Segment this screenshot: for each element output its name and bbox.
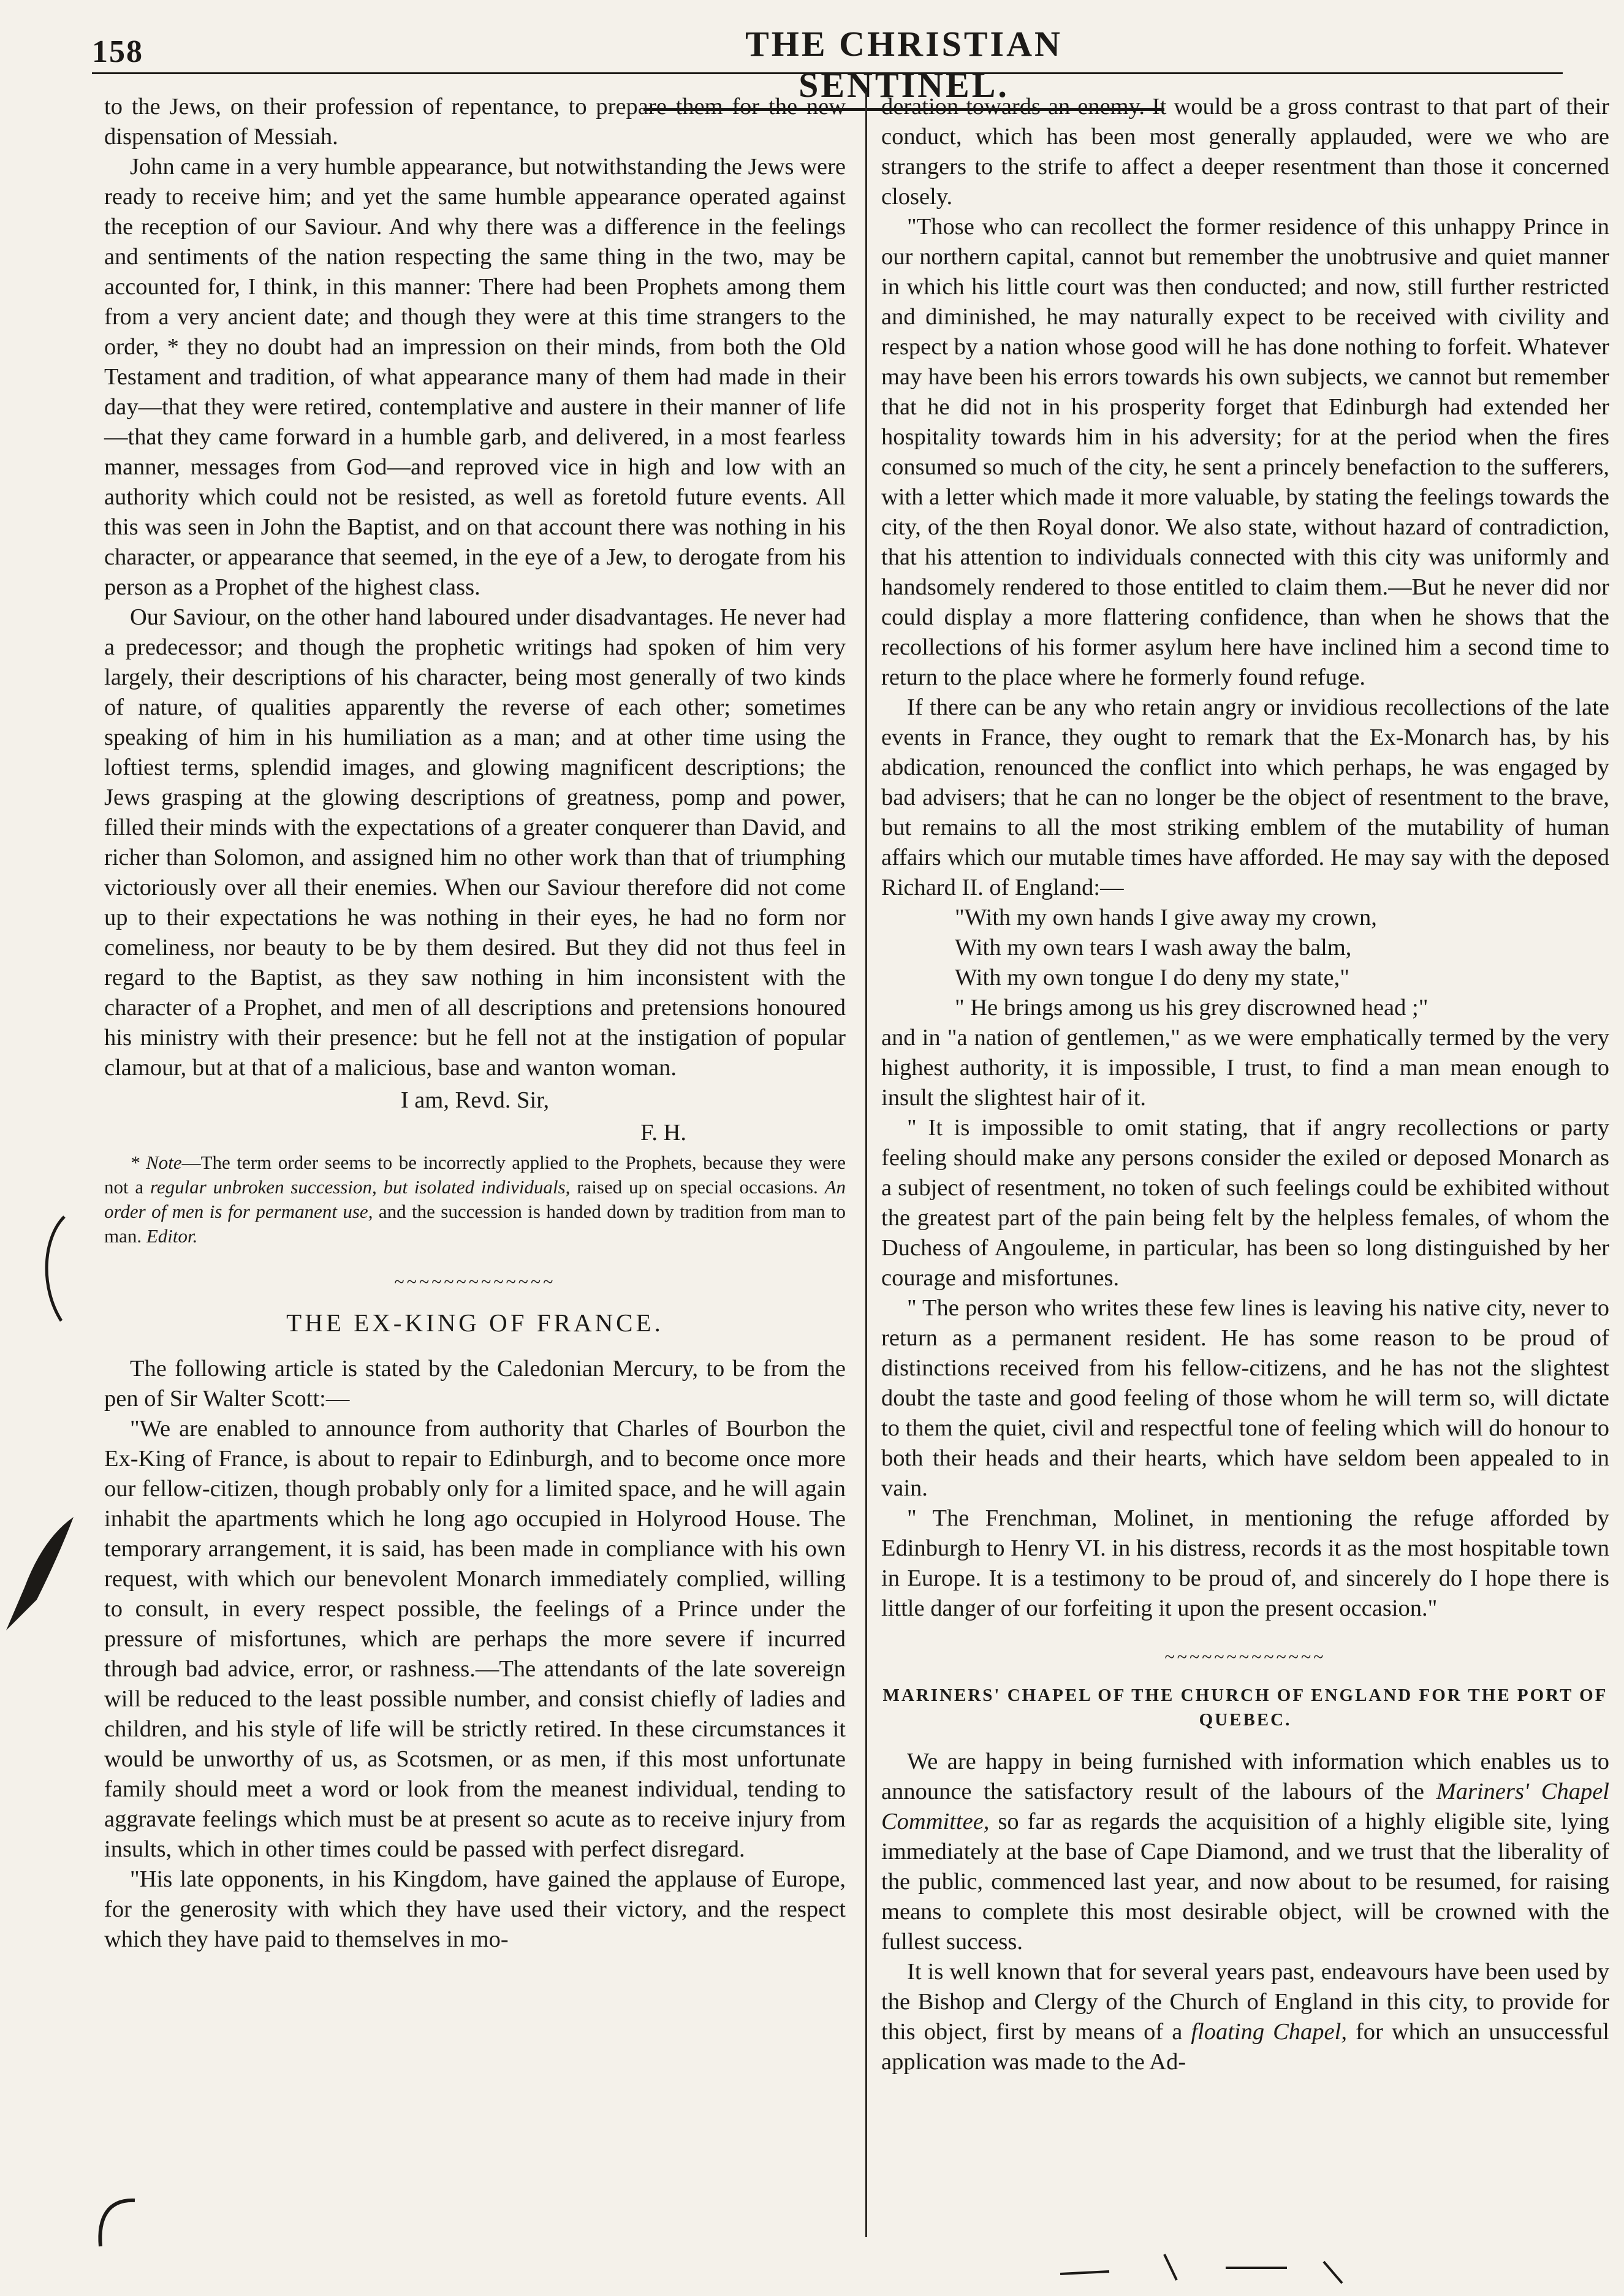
verse-line: With my own tears I wash away the balm, (955, 935, 1352, 960)
note-label: * Note (130, 1152, 182, 1173)
left-paragraph: Our Saviour, on the other hand laboured under disadvantages. He never had a predecessor; and though the prophetic writings had spoken of him very largely, their descriptions of his character, being most generally of two kinds of nature, of qualities apparently the reverse of each other; sometimes speaking of him in his humiliation as a man; and at other time using the loftiest terms, splendid images, and glowing magnificent descriptions; the Jews grasping at the glowing descriptions of greatness, pomp and power, filled their minds with the expectations of a greater conquerer than David, and richer than Solomon, and assigned him no other work than that of triumphing victoriously over all their enemies. When our Saviour therefore did not come up to their expectations he was nothing in their eyes, he had no form nor comeliness, nor beauty to be by them desired. But they did not thus feel in regard to the Baptist, as they saw nothing in him inconsistent with the character of a Prophet, and men of all descriptions and pretensions honoured his ministry with their presence: but he fell not at the instigation of popular clamour, but at that of a malicious, base and wanton woman. (104, 604, 846, 1081)
paragraph-text: so far as regards the acquisition of a highly eligible site, lying immediately at the base of Cape Diamond, and we trust that the liberality of the public, commenced last year, and now about to be resumed, for raising means to complete this most desirable object, will be crowned with the fullest success. (881, 1809, 1609, 1955)
right-paragraph: " The person who writes these few lines is leaving his native city, never to return as a permanent resident. He has some reason to be proud of distinctions received from his fellow-citizens, and he has not the slightest doubt the taste and good feeling of those whom he will term so, will dictate to them the quiet, civil and respectful tone of feeling which will do honour to both their heads and their hearts, which have seldom been appealed to in vain. (881, 1295, 1609, 1501)
column-rule (865, 92, 867, 2237)
right-paragraph: " It is impossible to omit stating, that if angry recollections or party feeling should make any persons consider the exiled or deposed Monarch as a subject of resentment, no token of such feelings could be exhibited without the greatest part of the pain being felt by the helpless females, of whom the Duchess of Angouleme, in particular, has been so long distinguished by her courage and misfortunes. (881, 1115, 1609, 1291)
right-paragraph: "Those who can recollect the former residence of this unhappy Prince in our northern capital, cannot but remember the unobtrusive and quiet manner in which his little court was then conducted; and now, still further restricted and diminished, he may naturally expect to be received with civility and respect by a nation whose good will he has done nothing to forfeit. Whatever may have been his errors towards his own subjects, we cannot but remember that he did not in his prosperity forget that Edinburgh had extended her hospitality towards him in his adversity; for at the period when the fires consumed so much of the city, he sent a princely benefaction to the sufferers, with a letter which made it more valuable, by stating the feelings towards the city, of the then Royal donor. We also state, without hazard of contradiction, that his attention to individuals connected with this city was uniformly and handsomely rendered to those entitled to claim them.—But he never did nor could display a more flattering confidence, than when he shows that the recollections of his former asylum here have inclined him a second time to return to the place where he formerly found refuge. (881, 214, 1609, 690)
left-paragraph: "We are enabled to announce from authority that Charles of Bourbon the Ex-King of France, is about to repair to Edinburgh, and to become once more our fellow-citizen, though probably only for a limited space, and he will again inhabit the apartments which he long ago occupied in Holyrood House. The temporary arrangement, it is said, has been made in compliance with his own request, with which our benevolent Monarch immediately complied, willing to consult, in every respect possible, the feelings of a Prince under the pressure of misfortunes, which are perhaps the more severe if incurred through bad advice, error, or rashness.—The attendants of the late sovereign will be reduced to the least possible number, and consist chiefly of ladies and children, and his style of life will be strictly retired. In these circumstances it would be unworthy of us, as Scotsmen, or as men, if this most unfortunate family should meet a word or look from the meanest individual, tending to aggravate feelings which must be at present so acute as to receive injury from insults, which in other times could be passed with perfect disregard. (104, 1416, 846, 1862)
right-paragraph: deration towards an enemy. It would be a gross contrast to that part of their conduct, which has been most generally applauded, were we who are strangers to the strife to affect a deeper resentment than those it concerned closely. (881, 94, 1609, 210)
paragraph-text-italic: floating Chapel, (1191, 2019, 1347, 2045)
paragraph-text: We are happy in being furnished with information which enables us to announce the satisfactory result of the labours of the (881, 1749, 1609, 1804)
right-paragraph (881, 1747, 1609, 1957)
page-number: 158 (92, 34, 143, 69)
margin-bracket-mark (34, 1214, 70, 1324)
paragraph-text-italic: Mariners' Chapel Committee, (881, 1779, 1609, 1834)
note-text: and the succession is handed down by tradition from man to man. (104, 1201, 846, 1247)
letter-signature: F. H. (640, 1120, 686, 1146)
note-text: raised up on special occasions. (570, 1176, 825, 1198)
left-column (104, 92, 846, 1955)
bottom-scribble-mark (1054, 2249, 1373, 2286)
left-paragraph: to the Jews, on their profession of repentance, to prepare them for the new dispensation of Messiah. (104, 94, 846, 150)
pen-nib-mark (0, 1514, 80, 1636)
right-paragraph: " The Frenchman, Molinet, in mentioning the refuge afforded by Edinburgh to Henry VI. in his distress, records it as the most hospitable town in Europe. It is a testimony to be proud of, and sincerely do I hope there is little danger of our forfeiting it upon the present occasion." (881, 1505, 1609, 1621)
note-text: —The term order seems to be incorrectly applied to the Prophets, because they were not a (104, 1152, 846, 1198)
left-paragraph: John came in a very humble appearance, but notwithstanding the Jews were ready to receive him; and yet the same humble appearance operated against the reception of our Saviour. And why there was a difference in the feelings and sentiments of the nation respecting the same thing in the two, may be accounted for, I think, in this manner: There had been Prophets among them from a very ancient date; and though they were at this time strangers to the order, * they no doubt had an impression on their minds, from both the Old Testament and tradition, of what appearance many of them had made in their day—that they were retired, contemplative and austere in their manner of life—that they came forward in a humble garb, and delivered, in a most fearless manner, messages from God—and reproved vice in high and low with an authority which could not be resisted, as well as foretold future events. All this was seen in John the Baptist, and on that account there was nothing in his character, or appearance that seemed, in the eye of a Jew, to derogate from his person as a Prophet of the highest class. (104, 154, 846, 600)
editor-note (104, 1150, 846, 1249)
verse-line: With my own tongue I do deny my state," (955, 965, 1349, 990)
note-text-italic: An order of men is for permanent use, (104, 1176, 846, 1222)
right-paragraph (881, 1957, 1609, 2077)
running-head-title: THE CHRISTIAN SENTINEL. (643, 23, 1164, 111)
paragraph-text: It is well known that for several years past, endeavours have been used by the Bishop and Clergy of the Church of England in this city, to provide for this object, first by means of a (881, 1959, 1609, 2045)
left-paragraph: The following article is stated by the Caledonian Mercury, to be from the pen of Sir Walter Scott:— (104, 1356, 846, 1412)
corner-hook-mark (92, 2194, 141, 2249)
note-text-italic: regular unbroken succession, but isolated individuals, (150, 1176, 571, 1198)
left-paragraph: "His late opponents, in his Kingdom, have gained the applause of Europe, for the generosity with which they have used their victory, and the respect which they have paid to themselves in mo- (104, 1866, 846, 1952)
paragraph-text: for which an unsuccessful application was made to the Ad- (881, 2019, 1609, 2075)
section-ornament: ~~~~~~~~~~~~~ (394, 1272, 556, 1292)
verse-line: "With my own hands I give away my crown, (955, 905, 1377, 930)
note-editor: Editor. (146, 1225, 198, 1247)
verse-quotation (881, 903, 1609, 1023)
header-rule (92, 72, 1563, 74)
letter-closing: I am, Revd. Sir, (400, 1087, 550, 1113)
right-column (881, 92, 1609, 2077)
section-title-ex-king: THE EX-KING OF FRANCE. (286, 1309, 664, 1337)
verse-line: " He brings among us his grey discrowned head ;" (955, 995, 1429, 1021)
section-title-mariners-chapel: MARINERS' CHAPEL OF THE CHURCH OF ENGLAND FOR THE PORT OF QUEBEC. (882, 1686, 1608, 1730)
section-ornament: ~~~~~~~~~~~~~ (1164, 1647, 1326, 1667)
right-paragraph: If there can be any who retain angry or invidious recollections of the late events in France, they ought to remark that the Ex-Monarch has, by his abdication, renounced the conflict into which perhaps, he was engaged by bad advisers; that he can no longer be the object of resentment to the brave, but remains to all the most striking emblem of the mutability of human affairs which our mutable times have afforded. He may say with the deposed Richard II. of England:— (881, 694, 1609, 900)
right-paragraph: and in "a nation of gentlemen," as we were emphatically termed by the very highest authority, it is impossible, I trust, to find a man mean enough to insult the slightest hair of it. (881, 1025, 1609, 1111)
